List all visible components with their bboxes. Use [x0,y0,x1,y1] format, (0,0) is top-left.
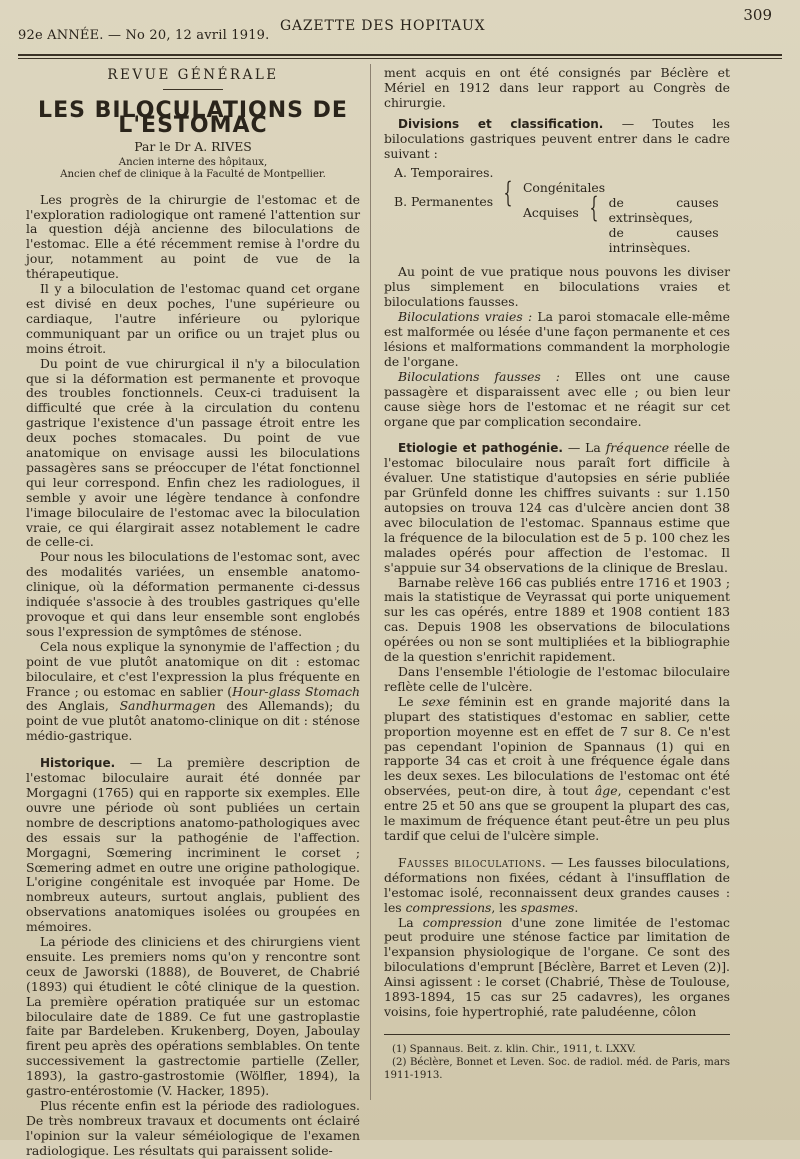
history-paragraph: Historique. — La première description de l'estomac biloculaire aurait été donnée par Morgagni (1765) qui en rapporte six exemples. Elle ouvre une période où sont publiées un certain nombre de descriptions anatomo-pathologiques avec des essais sur la pathogénie de l'affection. Morgagni, Sœmering incriminent le corset ; Sœmering admet en outre une origine pathologique. L'origine congénitale est invoquée par Home. De nombreux auteurs, surtout anglais, publient des observations anatomiques isolées ou groupées en mémoires. [26,755,360,935]
header-rule-thin [18,58,782,59]
page-number: 309 [743,6,772,24]
article-byline: Par le Dr A. RIVES [134,138,252,154]
classification-table: A. Temporaires. B. Permanentes { Congénitales Acquises { de causes extrinsèques, de causes intrinsèques. [394,165,730,255]
paragraph: La compression d'une zone limitée de l'estomac peut produire une sténose factice par limitation de l'expansion physiologique de l'organe. Ce sont des biloculations d'emprunt [Béclère, Barret et Leven (2)]. Ainsi agissent : le corset (Chabrié, Thèse de Toulouse, 1893-1894, 15 cas sur 25 cadavres), les organes voisins, foie hypertrophié, rate paludéenne, côlon [384,914,730,1019]
article-title: LES BILOCULATIONS DE L'ESTOMAC [38,97,348,138]
etiologie-paragraph: Etiologie et pathogénie. — La fréquence réelle de l'estomac biloculaire nous paraît fort difficile à évaluer. Une statistique d'autopsies en série publiée par Grünfeld donne les chiffres suivants : sur 1.150 autopsies on trouva 124 cas d'ulcère ancien dont 38 avec biloculation de l'estomac. Spannaus estime que la fréquence de la biloculation est de 5 p. 100 chez les malades opérés pour affection de l'estomac. Il s'appuie sur 34 observations de la clinique de Breslau. [384,440,730,575]
paragraph: ment acquis en ont été consignés par Béclère et Mériel en 1912 dans leur rapport au Congrès de chirurgie. [384,65,730,110]
paragraph: Biloculations vraies : La paroi stomacale elle-même est malformée ou lésée d'une façon permanente et ces lésions et malformations commandent la morphologie de l'organe. [384,309,730,369]
publication-title: GAZETTE DES HOPITAUX [280,18,486,34]
issue-info: 92e ANNÉE. — No 20, 12 avril 1919. [18,28,270,43]
header-rule [18,54,782,56]
classif-permanentes: B. Permanentes [394,194,494,210]
paragraph: Les progrès de la chirurgie de l'estomac et de l'exploration radiologique ont ramené l'attention sur la question déjà ancienne des biloculations de l'estomac. Elle a été récemment remise à l'ordre du jour, notamment au point de vue de la thérapeutique. [26,191,360,282]
divisions-paragraph: Divisions et classification. — Toutes les biloculations gastriques peuvent entrer dans le cadre suivant : [384,115,730,161]
paragraph: Au point de vue pratique nous pouvons les diviser plus simplement en biloculations vraies et biloculations fausses. [384,264,730,310]
paragraph: Cela nous explique la synonymie de l'affection ; du point de vue plutôt anatomique on dit : estomac biloculaire, et c'est l'expression la plus fréquente en France ; ou estomac en sablier (Hour-glass Stomach des Anglais, Sandhurmagen des Allemands); du point de vue plutôt anatomo-clinique on dit : sténose médio-gastrique. [26,638,361,744]
classif-temporaires: A. Temporaires. [394,165,494,181]
paragraph: Pour nous les biloculations de l'estomac sont, avec des modalités variées, un ensemble anatomo-clinique, où la déformation permanente ci-dessus indiquée s'associe à des troubles gastriques qu'elle provoque et qui dans leur ensemble sont englobés sous l'expression de symptômes de sténose. [26,549,360,639]
classif-acquises: Acquises [522,205,579,221]
paragraph: Il y a biloculation de l'estomac quand cet organe est divisé en deux poches, l'une supérieure ou cardiaque, l'autre inférieure ou pylorique communiquant par un orifice ou un trajet plus ou moins étroit. [26,281,360,356]
author-affiliation-1: Ancien interne des hôpitaux, [118,156,268,168]
footnotes [384,1034,730,1082]
classif-intrinseques: de causes intrinsèques. [608,225,719,256]
subheading-fausses: Fausses biloculations. [398,854,547,870]
paragraph: Du point de vue chirurgical il n'y a biloculation que si la déformation est permanente et provoque des troubles fonctionnels. Ceux-ci traduisent la difficulté que crée à la circulation du contenu gastrique l'existence d'un passage étroit entre les deux poches stomacales. Du point de vue anatomique on envisage aussi les biloculations passagères sans se préoccuper de l'état fonctionnel qui leur correspond. Enfin chez les radiologues, il semble y avoir une légère tendance à confondre l'image biloculaire de l'estomac avec la biloculation vraie, ce qui élargirait assez notablement le cadre de celle-ci. [26,355,360,550]
subheading-divisions: Divisions et classification. [398,116,604,131]
subheading-historique: Historique. [40,756,116,771]
section-label: REVUE GÉNÉRALE [107,67,279,83]
footnote: (1) Spannaus. Beit. z. klin. Chir., 1911, t. LXXV. [392,1043,636,1055]
column-separator [370,64,371,1100]
paragraph: Barnabe relève 166 cas publiés entre 1716 et 1903 ; mais la statistique de Veyrassat qui porte uniquement sur les cas opérés, entre 1889 et 1908 contient 183 cas. Depuis 1908 les observations de biloculations opérées ou non se sont multipliées et la bibliographie de la question s'enrichit rapidement. [384,574,730,665]
paragraph: Plus récente enfin est la période des radiologues. De très nombreux travaux et documents ont éclairé l'opinion sur la valeur séméiologique de l'examen radiologique. Les résultats qui paraissent solide- [26,1098,360,1158]
paragraph: Le sexe féminin est en grande majorité dans la plupart des statistiques d'estomac en sablier, cette proportion moyenne est en effet de 7 sur 8. Ce n'est pas cependant l'opinion de Spannaus (1) qui en rapporte 34 cas et croit à une fréquence égale dans les deux sexes. Les biloculations de l'estomac ont été observées, peut-on dire, à tout âge, cependant c'est entre 25 et 50 ans que se groupent la plupart des cas, le maximum de fréquence étant peut-être un peu plus tardif que celui de l'ulcère simple. [384,693,730,843]
classif-congenitales: Congénitales [522,180,606,196]
footnote: (2) Béclère, Bonnet et Leven. Soc. de radiol. méd. de Paris, mars 1911-1913. [384,1056,730,1081]
subheading-etiologie: Etiologie et pathogénie. [398,441,563,456]
paragraph: La période des cliniciens et des chirurgiens vient ensuite. Les premiers noms qu'on y rencontre sont ceux de Jaworski (1888), de Bouveret, de Chabrié (1893) qui étudient le côté clinique de la question. La première opération pratiquée sur un estomac biloculaire date de 1889. Ce fut une gastroplastie faite par Bardeleben. Krukenberg, Doyen, Jaboulay firent peu après des opérations semblables. On tente successivement la gastrectomie partielle (Zeller, 1893), la gastro-gastrostomie (Wölfler, 1894), la gastro-entérostomie (V. Hacker, 1895). [26,934,360,1099]
classif-extrinseques: de causes extrinsèques, [608,195,719,226]
paragraph: Biloculations fausses : Elles ont une cause passagère et disparaissent avec elle ; ou bien leur cause siège hors de l'estomac et ne réagit sur cet organe que par complication secondaire. [384,368,730,429]
paragraph: Dans l'ensemble l'étiologie de l'estomac biloculaire reflète celle de l'ulcère. [384,664,730,694]
fausses-paragraph: Fausses biloculations. — Les fausses biloculations, déformations non fixées, cédant à l'insufflation de l'estomac isolé, reconnaissent deux grandes causes : les compressions, les spasmes. [384,854,730,915]
author-affiliation-2: Ancien chef de clinique à la Faculté de Montpellier. [60,168,326,180]
section-rule [163,89,223,90]
right-column [384,66,730,1120]
left-column [26,66,361,1158]
page-header [18,6,782,52]
